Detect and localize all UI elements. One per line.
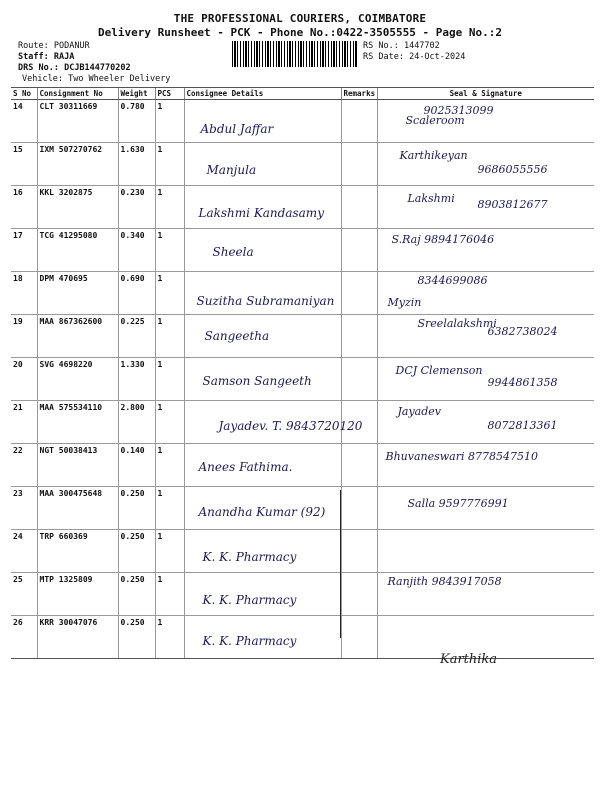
table-row	[11, 315, 594, 358]
signature-handwriting-2: Scaleroom	[405, 114, 465, 127]
signature-cell	[377, 100, 594, 143]
signature-cell	[377, 444, 594, 487]
consignment-cell: KRR 30047076	[37, 616, 118, 659]
pcs-cell: 1	[155, 573, 184, 616]
pcs-cell: 1	[155, 100, 184, 143]
remarks-cell	[341, 530, 377, 573]
signature-handwriting: Sreelalakshmi	[417, 317, 497, 330]
table-row	[11, 573, 594, 616]
pcs-cell: 1	[155, 315, 184, 358]
pcs-cell: 1	[155, 272, 184, 315]
company-title: THE PROFESSIONAL COURIERS, COIMBATORE	[173, 12, 427, 25]
bottom-signature: Karthika	[440, 652, 498, 667]
consignment-cell: TRP 660369	[37, 530, 118, 573]
remarks-cell	[341, 143, 377, 186]
signature-handwriting-2: 8903812677	[477, 198, 548, 211]
table-row	[11, 401, 594, 444]
weight-cell: 0.250	[118, 616, 155, 659]
remarks-cell	[341, 100, 377, 143]
route-line	[18, 41, 90, 51]
remarks-cell	[341, 186, 377, 229]
table-row	[11, 186, 594, 229]
route-value: PODANUR	[53, 41, 90, 51]
consignment-cell: DPM 470695	[37, 272, 118, 315]
weight-cell: 0.250	[118, 530, 155, 573]
signature-handwriting: Lakshmi	[407, 192, 455, 205]
col-header-weight: Weight	[118, 88, 155, 100]
col-header-consignment: Consignment No	[37, 88, 118, 100]
weight-cell: 0.140	[118, 444, 155, 487]
weight-cell: 0.250	[118, 487, 155, 530]
vehicle-value: Two Wheeler Delivery	[68, 74, 171, 84]
consignee-handwriting: Sheela	[212, 245, 254, 259]
weight-cell: 0.230	[118, 186, 155, 229]
consignee-cell	[184, 186, 341, 229]
signature-handwriting: Ranjith 9843917058	[387, 575, 502, 588]
signature-cell	[377, 573, 594, 616]
consignee-cell	[184, 616, 341, 659]
consignee-handwriting: Abdul Jaffar	[200, 122, 274, 136]
staff-value: RAJA	[53, 52, 75, 62]
sno-cell: 15	[11, 143, 37, 186]
signature-cell	[377, 358, 594, 401]
bracket-mark	[340, 490, 343, 638]
signature-handwriting: S.Raj 9894176046	[391, 233, 495, 246]
vehicle-label: Vehicle:	[22, 74, 63, 84]
rs-no-value: 1447702	[403, 41, 440, 51]
staff-label: Staff:	[18, 52, 49, 62]
consignee-cell	[184, 272, 341, 315]
sno-cell: 22	[11, 444, 37, 487]
signature-handwriting-2: 8072813361	[487, 419, 558, 432]
signature-handwriting: Bhuvaneswari 8778547510	[385, 450, 538, 463]
sno-cell: 14	[11, 100, 37, 143]
consignee-cell	[184, 358, 341, 401]
signature-handwriting-2: 9944861358	[487, 376, 558, 389]
staff-line	[18, 52, 74, 62]
consignment-cell: NGT 50038413	[37, 444, 118, 487]
consignee-cell	[184, 573, 341, 616]
table-row	[11, 487, 594, 530]
table-header-row	[11, 88, 594, 100]
col-header-sno: S No	[11, 88, 37, 100]
table-row	[11, 444, 594, 487]
weight-cell: 0.340	[118, 229, 155, 272]
consignment-cell: MTP 1325809	[37, 573, 118, 616]
signature-handwriting: 8344699086	[417, 274, 488, 287]
col-header-signature: Seal & Signature	[377, 88, 594, 100]
sno-cell: 26	[11, 616, 37, 659]
consignee-handwriting: Anees Fathima.	[198, 460, 293, 474]
sno-cell: 23	[11, 487, 37, 530]
pcs-cell: 1	[155, 229, 184, 272]
sno-cell: 19	[11, 315, 37, 358]
consignee-handwriting: Lakshmi Kandasamy	[198, 206, 324, 220]
rs-date-value: 24-Oct-2024	[409, 52, 466, 62]
route-label: Route:	[18, 41, 49, 51]
remarks-cell	[341, 229, 377, 272]
col-header-consignee: Consignee Details	[184, 88, 341, 100]
consignee-handwriting: K. K. Pharmacy	[202, 593, 297, 607]
consignee-cell	[184, 401, 363, 444]
remarks-cell	[341, 444, 377, 487]
consignment-cell: MAA 300475648	[37, 487, 118, 530]
table-row	[11, 143, 594, 186]
remarks-cell	[341, 573, 377, 616]
pcs-cell: 1	[155, 358, 184, 401]
consignee-cell	[184, 530, 341, 573]
consignee-handwriting: Suzitha Subramaniyan	[196, 294, 335, 308]
sno-cell: 25	[11, 573, 37, 616]
weight-cell: 0.780	[118, 100, 155, 143]
remarks-cell	[341, 315, 377, 358]
pcs-cell: 1	[155, 401, 184, 444]
signature-cell	[377, 143, 594, 186]
rs-date-label: RS Date:	[363, 52, 404, 62]
weight-cell: 1.330	[118, 358, 155, 401]
consignee-cell	[184, 444, 341, 487]
drs-label: DRS No.:	[18, 63, 59, 73]
rs-date-line	[363, 52, 465, 62]
signature-handwriting: Jayadev	[397, 405, 442, 418]
runsheet-subtitle: Delivery Runsheet - PCK - Phone No.:0422-3505555 - Page No.:2	[98, 26, 502, 39]
drs-line	[18, 63, 131, 73]
signature-cell	[377, 401, 594, 444]
consignment-cell: TCG 41295080	[37, 229, 118, 272]
rs-no-line	[363, 41, 440, 51]
signature-handwriting-2: 6382738024	[487, 325, 558, 338]
weight-cell: 0.225	[118, 315, 155, 358]
signature-cell	[377, 487, 594, 530]
consignee-cell	[184, 229, 341, 272]
sno-cell: 16	[11, 186, 37, 229]
col-header-pcs: PCS	[155, 88, 184, 100]
consignee-handwriting: Manjula	[206, 163, 257, 177]
consignee-cell	[184, 100, 341, 143]
sno-cell: 20	[11, 358, 37, 401]
remarks-cell	[341, 272, 377, 315]
sno-cell: 21	[11, 401, 37, 444]
sno-cell: 17	[11, 229, 37, 272]
pcs-cell: 1	[155, 444, 184, 487]
remarks-cell	[341, 487, 377, 530]
signature-handwriting: Karthikeyan	[399, 149, 468, 162]
pcs-cell: 1	[155, 143, 184, 186]
consignment-cell: IXM 507270762	[37, 143, 118, 186]
weight-cell: 0.690	[118, 272, 155, 315]
signature-handwriting-2: 9686055556	[477, 163, 548, 176]
signature-cell	[377, 530, 594, 573]
consignee-handwriting: Sangeetha	[204, 329, 270, 343]
col-header-remarks: Remarks	[341, 88, 377, 100]
consignment-cell: MAA 575534110	[37, 401, 118, 444]
signature-cell	[377, 272, 594, 315]
signature-handwriting: 9025313099	[423, 104, 494, 117]
consignment-cell: KKL 3202875	[37, 186, 118, 229]
weight-cell: 0.250	[118, 573, 155, 616]
pcs-cell: 1	[155, 487, 184, 530]
rs-no-label: RS No.:	[363, 41, 399, 51]
pcs-cell: 1	[155, 186, 184, 229]
consignee-handwriting: Anandha Kumar (92)	[198, 505, 326, 519]
table-row	[11, 229, 594, 272]
remarks-cell	[341, 358, 377, 401]
consignment-cell: CLT 30311669	[37, 100, 118, 143]
signature-cell	[377, 315, 594, 358]
consignee-cell	[184, 143, 341, 186]
weight-cell: 1.630	[118, 143, 155, 186]
consignee-cell	[184, 487, 341, 530]
signature-handwriting: DCJ Clemenson	[395, 364, 483, 377]
drs-value: DCJB144770202	[64, 63, 131, 73]
consignment-cell: MAA 867362600	[37, 315, 118, 358]
consignee-handwriting: K. K. Pharmacy	[202, 634, 297, 648]
consignee-cell	[184, 315, 341, 358]
vehicle-line	[22, 74, 170, 84]
pcs-cell: 1	[155, 616, 184, 659]
pcs-cell: 1	[155, 530, 184, 573]
sno-cell: 24	[11, 530, 37, 573]
table-row	[11, 530, 594, 573]
consignee-handwriting: Samson Sangeeth	[202, 374, 312, 388]
runsheet-table	[11, 87, 594, 659]
table-row	[11, 616, 594, 659]
remarks-cell	[341, 616, 377, 659]
table-row	[11, 272, 594, 315]
signature-handwriting-2: Myzin	[387, 296, 422, 309]
weight-cell: 2.800	[118, 401, 155, 444]
signature-handwriting: Salla 9597776991	[407, 497, 509, 510]
table-row	[11, 358, 594, 401]
consignee-handwriting: K. K. Pharmacy	[202, 550, 297, 564]
consignment-cell: SVG 4698220	[37, 358, 118, 401]
table-row	[11, 100, 594, 143]
consignee-handwriting: Jayadev. T. 9843720120	[218, 419, 363, 433]
sno-cell: 18	[11, 272, 37, 315]
barcode-icon	[232, 41, 358, 67]
signature-cell	[377, 186, 594, 229]
signature-cell	[377, 229, 594, 272]
